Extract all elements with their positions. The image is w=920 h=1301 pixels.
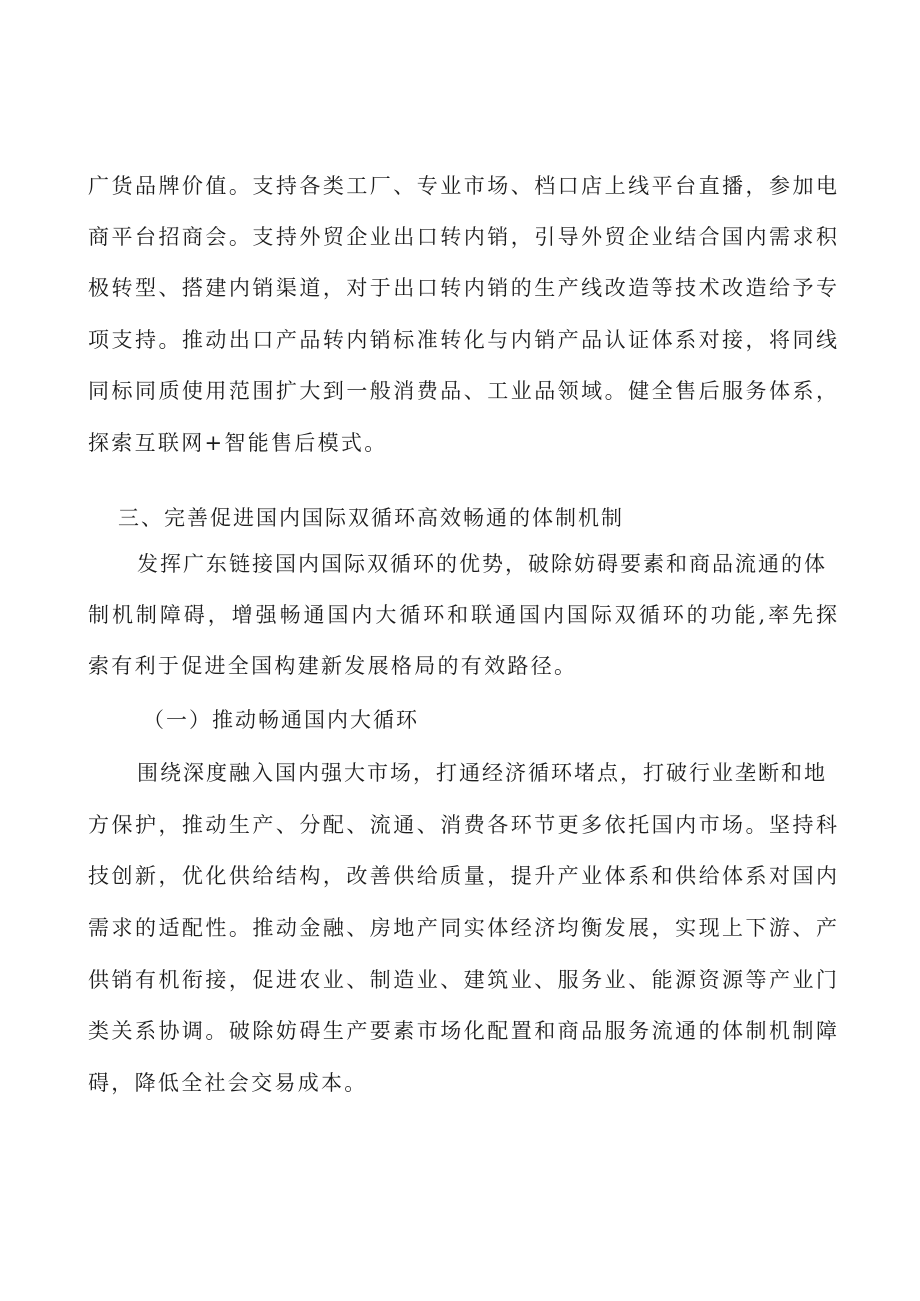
paragraph-line: 围绕深度融入国内强大市场，打通经济循环堵点，打破行业垄断和地	[137, 761, 826, 785]
subsection-heading: （一）推动畅通国内大循环	[143, 708, 419, 732]
paragraph-line: 商平台招商会。支持外贸企业出口转内销，引导外贸企业结合国内需求积	[88, 225, 838, 249]
paragraph-line: 发挥广东链接国内国际双循环的优势，破除妨碍要素和商品流通的体	[137, 552, 826, 576]
paragraph-line: 技创新，优化供给结构，改善供给质量，提升产业体系和供给体系对国内	[88, 864, 838, 888]
section-heading: 三、完善促进国内国际双循环高效畅通的体制机制	[118, 506, 624, 530]
paragraph-line: 需求的适配性。推动金融、房地产同实体经济均衡发展，实现上下游、产	[88, 916, 838, 940]
paragraph-line: 项支持。推动出口产品转内销标准转化与内销产品认证体系对接，将同线	[88, 328, 838, 352]
paragraph-line: 类关系协调。破除妨碍生产要素市场化配置和商品服务流通的体制机制障	[88, 1019, 838, 1043]
paragraph-line: 同标同质使用范围扩大到一般消费品、工业品领域。健全售后服务体系，	[88, 379, 838, 403]
paragraph-line: 极转型、搭建内销渠道，对于出口转内销的生产线改造等技术改造给予专	[88, 276, 838, 300]
paragraph-line: 碍，降低全社会交易成本。	[88, 1071, 368, 1095]
paragraph-line: 供销有机衔接，促进农业、制造业、建筑业、服务业、能源资源等产业门	[88, 968, 838, 992]
paragraph-line: 制机制障碍，增强畅通国内大循环和联通国内国际双循环的功能,率先探	[88, 603, 838, 627]
paragraph-line: 方保护，推动生产、分配、流通、消费各环节更多依托国内市场。坚持科	[88, 813, 838, 837]
paragraph-line: 广货品牌价值。支持各类工厂、专业市场、档口店上线平台直播，参加电	[88, 174, 838, 198]
paragraph-line: 探索互联网+智能售后模式。	[88, 431, 388, 455]
paragraph-line: 索有利于促进全国构建新发展格局的有效路径。	[88, 654, 578, 678]
